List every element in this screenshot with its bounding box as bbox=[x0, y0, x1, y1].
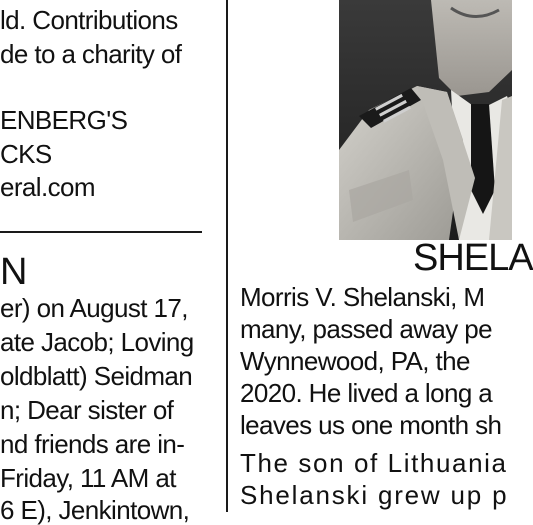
section-divider bbox=[0, 231, 202, 233]
obit-text-line: Friday, 11 AM at bbox=[0, 463, 176, 493]
obit-text-line: leaves us one month sh bbox=[240, 410, 502, 440]
obit-text-line: de to a charity of bbox=[0, 39, 182, 69]
obit-text-line: oldblatt) Seidman bbox=[0, 361, 193, 391]
column-rule bbox=[226, 0, 228, 512]
obit-text-line: 2020. He lived a long a bbox=[240, 378, 493, 408]
obit-text-line: many, passed away pe bbox=[240, 314, 492, 344]
obit-text-line: n; Dear sister of bbox=[0, 395, 174, 425]
obituary-name-heading: N bbox=[0, 251, 27, 293]
obit-text-line: The son of Lithuania bbox=[240, 448, 508, 478]
funeral-home-name: CKS bbox=[0, 139, 52, 169]
obit-text-line: ate Jacob; Loving bbox=[0, 327, 194, 357]
uniformed-man-portrait-image bbox=[339, 0, 512, 240]
obit-text-line: Wynnewood, PA, the bbox=[240, 346, 470, 376]
obit-text-line: Shelanski grew up p bbox=[240, 480, 509, 510]
funeral-home-name: ENBERG'S bbox=[0, 105, 128, 135]
obituary-name-heading: SHELA bbox=[413, 237, 533, 279]
obit-text-line: Morris V. Shelanski, M bbox=[240, 282, 485, 312]
obit-text-line: er) on August 17, bbox=[0, 293, 188, 323]
portrait-photo bbox=[339, 0, 512, 240]
funeral-home-url: eral.com bbox=[0, 172, 95, 202]
obit-text-line: ld. Contributions bbox=[0, 5, 178, 35]
obit-text-line: nd friends are in- bbox=[0, 429, 185, 459]
obit-text-line: 6 E), Jenkintown, bbox=[0, 495, 190, 525]
